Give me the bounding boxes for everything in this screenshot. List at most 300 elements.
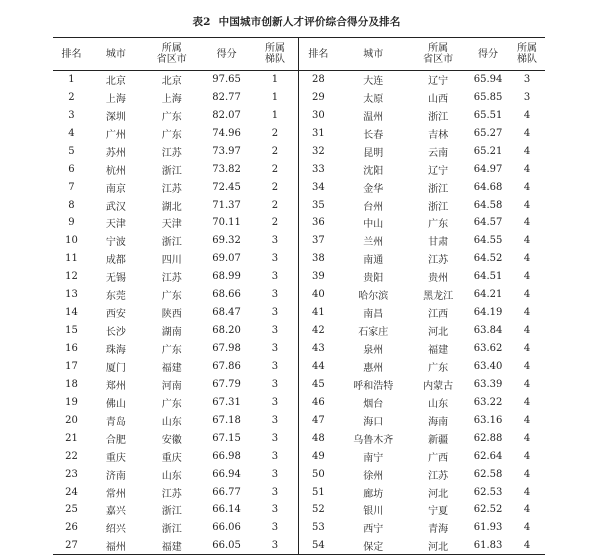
header-city: 城市 <box>337 38 409 71</box>
cell-province: 宁夏 <box>428 506 449 518</box>
cell-tier: 4 <box>523 271 531 283</box>
cell-score: 63.16 <box>473 414 503 426</box>
cell-tier: 1 <box>252 71 299 89</box>
cell-city: 台州 <box>363 201 384 213</box>
cell-score: 97.65 <box>212 74 241 86</box>
cell-rank: 50 <box>311 468 325 480</box>
header-rank: 排名 <box>53 38 90 71</box>
cell-province: 广东 <box>161 291 182 303</box>
cell-city: 杭州 <box>105 165 126 177</box>
cell-province: 四川 <box>161 255 182 267</box>
cell-tier: 2 <box>252 214 299 232</box>
cell-score: 63.62 <box>473 343 503 355</box>
cell-score: 64.97 <box>473 163 503 175</box>
cell-province: 辽宁 <box>428 76 449 88</box>
cell-province: 浙江 <box>161 506 182 518</box>
cell-tier: 4 <box>523 432 531 444</box>
cell-city: 宁波 <box>105 237 126 249</box>
cell-city: 银川 <box>363 506 384 518</box>
table-row <box>53 106 545 124</box>
table-row <box>53 196 545 214</box>
cell-city: 南宁 <box>363 452 384 464</box>
cell-province: 湖北 <box>161 201 182 213</box>
cell-score: 67.31 <box>212 396 241 408</box>
cell-province: 浙江 <box>161 237 182 249</box>
ranking-table <box>53 37 545 555</box>
cell-score: 71.37 <box>212 199 241 211</box>
table-row <box>53 519 545 537</box>
cell-rank: 22 <box>65 450 78 462</box>
cell-province: 广东 <box>161 345 182 357</box>
cell-tier: 4 <box>523 343 531 355</box>
cell-tier: 3 <box>252 340 299 358</box>
cell-province: 江苏 <box>161 488 182 500</box>
cell-province: 广西 <box>428 452 449 464</box>
cell-city: 上海 <box>105 93 126 105</box>
table-row <box>53 429 545 447</box>
cell-score: 68.99 <box>212 271 241 283</box>
cell-city: 兰州 <box>363 237 384 249</box>
cell-score: 61.93 <box>473 522 503 534</box>
cell-rank: 37 <box>311 235 325 247</box>
cell-tier: 4 <box>523 127 531 139</box>
cell-city: 济南 <box>105 470 126 482</box>
cell-province: 江苏 <box>428 255 449 267</box>
cell-city: 嘉兴 <box>105 506 126 518</box>
cell-city: 合肥 <box>105 434 126 446</box>
cell-tier: 3 <box>252 375 299 393</box>
cell-tier: 4 <box>523 325 531 337</box>
cell-rank: 23 <box>65 468 78 480</box>
cell-city: 深圳 <box>105 111 126 123</box>
table-row <box>53 268 545 286</box>
cell-province: 河北 <box>409 537 467 555</box>
table-row <box>53 142 545 160</box>
cell-city: 惠州 <box>363 362 384 374</box>
cell-score: 64.19 <box>473 307 503 319</box>
cell-city: 厦门 <box>105 362 126 374</box>
cell-tier: 2 <box>252 160 299 178</box>
cell-rank: 18 <box>65 378 78 390</box>
table-row <box>53 465 545 483</box>
cell-province: 河北 <box>428 327 449 339</box>
cell-tier: 3 <box>252 483 299 501</box>
table-row <box>53 286 545 304</box>
cell-city: 贵阳 <box>363 273 384 285</box>
cell-rank: 26 <box>65 522 78 534</box>
cell-city: 大连 <box>363 76 384 88</box>
cell-province: 甘肃 <box>428 237 449 249</box>
cell-city: 福州 <box>90 537 142 555</box>
cell-rank: 36 <box>311 217 325 229</box>
cell-province: 云南 <box>428 147 449 159</box>
cell-tier: 4 <box>523 468 531 480</box>
cell-rank: 4 <box>68 127 75 139</box>
cell-score: 67.15 <box>212 432 241 444</box>
cell-score: 64.52 <box>473 253 503 265</box>
cell-score: 64.21 <box>473 289 503 301</box>
cell-tier: 2 <box>252 196 299 214</box>
cell-city: 昆明 <box>363 147 384 159</box>
cell-tier: 3 <box>252 411 299 429</box>
cell-city: 西安 <box>105 309 126 321</box>
table-row <box>53 393 545 411</box>
cell-province: 北京 <box>161 76 182 88</box>
cell-city: 成都 <box>105 255 126 267</box>
cell-province: 天津 <box>161 219 182 231</box>
cell-city: 青岛 <box>105 416 126 428</box>
cell-rank: 16 <box>65 343 78 355</box>
cell-rank: 19 <box>65 396 78 408</box>
cell-rank: 5 <box>68 145 75 157</box>
header-tier: 所属 梯队 <box>509 38 545 71</box>
cell-province: 浙江 <box>428 183 449 195</box>
cell-rank: 1 <box>68 74 75 86</box>
cell-city: 南通 <box>363 255 384 267</box>
cell-province: 福建 <box>428 345 449 357</box>
cell-tier: 4 <box>523 504 531 516</box>
cell-tier: 4 <box>523 109 531 121</box>
cell-rank: 7 <box>68 181 75 193</box>
cell-rank: 32 <box>311 145 325 157</box>
header-score: 得分 <box>202 38 252 71</box>
cell-tier: 3 <box>252 501 299 519</box>
cell-score: 73.97 <box>212 145 241 157</box>
cell-province: 山东 <box>161 470 182 482</box>
cell-rank: 52 <box>311 504 325 516</box>
cell-province: 河南 <box>161 380 182 392</box>
cell-rank: 49 <box>311 450 325 462</box>
cell-province: 山东 <box>428 398 449 410</box>
cell-province: 上海 <box>161 93 182 105</box>
header-score: 得分 <box>467 38 509 71</box>
cell-city: 廊坊 <box>363 488 384 500</box>
cell-province: 黑龙江 <box>423 291 454 303</box>
header-city: 城市 <box>90 38 142 71</box>
cell-tier: 1 <box>252 106 299 124</box>
table-number: 表2 <box>192 16 211 28</box>
cell-tier: 4 <box>523 414 531 426</box>
cell-rank: 8 <box>68 199 75 211</box>
cell-score: 64.58 <box>473 199 503 211</box>
table-row <box>53 501 545 519</box>
header-province: 所属 省区市 <box>142 38 202 71</box>
cell-province: 湖南 <box>161 327 182 339</box>
cell-rank: 13 <box>65 289 78 301</box>
cell-city: 武汉 <box>105 201 126 213</box>
cell-score: 69.32 <box>212 235 241 247</box>
cell-tier: 1 <box>252 88 299 106</box>
cell-score: 66.05 <box>202 537 252 555</box>
cell-score: 62.58 <box>473 468 503 480</box>
cell-tier: 3 <box>252 447 299 465</box>
cell-city: 金华 <box>363 183 384 195</box>
cell-city: 无锡 <box>105 273 126 285</box>
cell-city: 乌鲁木齐 <box>353 434 394 446</box>
cell-score: 62.64 <box>473 450 503 462</box>
cell-tier: 4 <box>523 289 531 301</box>
header-rank: 排名 <box>299 38 337 71</box>
cell-rank: 21 <box>65 432 78 444</box>
cell-score: 66.14 <box>212 504 241 516</box>
table-row <box>53 71 545 89</box>
cell-city: 佛山 <box>105 398 126 410</box>
cell-province: 广东 <box>161 129 182 141</box>
cell-score: 64.68 <box>473 181 503 193</box>
table-row <box>53 250 545 268</box>
cell-province: 陕西 <box>161 309 182 321</box>
cell-score: 66.77 <box>212 486 241 498</box>
table-row <box>53 124 545 142</box>
cell-tier: 2 <box>252 124 299 142</box>
cell-score: 64.57 <box>473 217 503 229</box>
cell-score: 66.06 <box>212 522 241 534</box>
cell-tier: 3 <box>252 519 299 537</box>
cell-province: 福建 <box>142 537 202 555</box>
cell-city: 徐州 <box>363 470 384 482</box>
cell-rank: 2 <box>68 91 75 103</box>
cell-city: 石家庄 <box>358 327 389 339</box>
table-header <box>53 38 545 71</box>
table-row <box>53 358 545 376</box>
cell-province: 辽宁 <box>428 165 449 177</box>
cell-score: 82.07 <box>212 109 241 121</box>
cell-tier: 4 <box>523 181 531 193</box>
cell-province: 吉林 <box>428 129 449 141</box>
table-row <box>53 322 545 340</box>
cell-city: 南昌 <box>363 309 384 321</box>
cell-score: 73.82 <box>212 163 241 175</box>
cell-rank: 41 <box>311 307 325 319</box>
cell-rank: 10 <box>65 235 78 247</box>
cell-rank: 51 <box>311 486 325 498</box>
cell-province: 海南 <box>428 416 449 428</box>
table-body <box>53 71 545 555</box>
cell-city: 沈阳 <box>363 165 384 177</box>
cell-score: 63.22 <box>473 396 503 408</box>
cell-rank: 42 <box>311 325 325 337</box>
cell-score: 64.51 <box>473 271 503 283</box>
cell-tier: 3 <box>252 322 299 340</box>
table-row <box>53 88 545 106</box>
cell-province: 河北 <box>428 488 449 500</box>
cell-score: 68.47 <box>212 307 241 319</box>
cell-tier: 4 <box>523 486 531 498</box>
cell-score: 62.53 <box>473 486 503 498</box>
cell-score: 67.18 <box>212 414 241 426</box>
cell-score: 63.39 <box>473 378 503 390</box>
cell-city: 呼和浩特 <box>353 380 394 392</box>
cell-tier: 4 <box>523 522 531 534</box>
cell-rank: 27 <box>53 537 90 555</box>
cell-tier: 2 <box>252 178 299 196</box>
cell-rank: 29 <box>311 91 325 103</box>
cell-tier: 4 <box>523 253 531 265</box>
cell-province: 新疆 <box>428 434 449 446</box>
cell-rank: 47 <box>311 414 325 426</box>
cell-province: 山东 <box>161 416 182 428</box>
cell-province: 浙江 <box>428 111 449 123</box>
cell-city: 苏州 <box>105 147 126 159</box>
cell-tier: 2 <box>252 142 299 160</box>
cell-tier: 4 <box>523 307 531 319</box>
cell-score: 64.55 <box>473 235 503 247</box>
cell-score: 68.20 <box>212 325 241 337</box>
cell-province: 江苏 <box>161 147 182 159</box>
cell-city: 珠海 <box>105 345 126 357</box>
cell-province: 浙江 <box>161 524 182 536</box>
cell-score: 65.27 <box>473 127 503 139</box>
cell-score: 72.45 <box>212 181 241 193</box>
cell-rank: 44 <box>311 360 325 372</box>
header-tier: 所属 梯队 <box>252 38 299 71</box>
cell-tier: 4 <box>523 396 531 408</box>
cell-city: 哈尔滨 <box>358 291 389 303</box>
cell-province: 江苏 <box>161 273 182 285</box>
table-row <box>53 447 545 465</box>
cell-tier: 3 <box>252 250 299 268</box>
cell-score: 66.98 <box>212 450 241 462</box>
cell-rank: 38 <box>311 253 325 265</box>
header-row <box>53 38 545 71</box>
cell-province: 贵州 <box>428 273 449 285</box>
cell-rank: 24 <box>65 486 78 498</box>
cell-score: 82.77 <box>212 91 241 103</box>
cell-city: 海口 <box>363 416 384 428</box>
cell-province: 浙江 <box>428 201 449 213</box>
cell-score: 65.94 <box>473 74 503 86</box>
cell-rank: 45 <box>311 378 325 390</box>
table-row <box>53 160 545 178</box>
cell-city: 太原 <box>363 93 384 105</box>
cell-province: 浙江 <box>161 165 182 177</box>
cell-rank: 35 <box>311 199 325 211</box>
cell-score: 65.85 <box>473 91 503 103</box>
cell-city: 广州 <box>105 129 126 141</box>
table-row <box>53 375 545 393</box>
cell-rank: 46 <box>311 396 325 408</box>
cell-city: 长春 <box>363 129 384 141</box>
cell-rank: 53 <box>311 522 325 534</box>
cell-score: 69.07 <box>212 253 241 265</box>
cell-rank: 9 <box>68 217 75 229</box>
cell-score: 62.88 <box>473 432 503 444</box>
cell-rank: 25 <box>65 504 78 516</box>
cell-score: 66.94 <box>212 468 241 480</box>
cell-rank: 34 <box>311 181 325 193</box>
cell-city: 保定 <box>337 537 409 555</box>
cell-province: 福建 <box>161 362 182 374</box>
cell-province: 广东 <box>428 219 449 231</box>
cell-city: 泉州 <box>363 345 384 357</box>
cell-tier: 3 <box>252 232 299 250</box>
cell-city: 温州 <box>363 111 384 123</box>
cell-province: 江苏 <box>428 470 449 482</box>
cell-tier: 3 <box>252 358 299 376</box>
cell-tier: 3 <box>252 465 299 483</box>
table-row <box>53 483 545 501</box>
cell-province: 广东 <box>161 111 182 123</box>
cell-rank: 39 <box>311 271 325 283</box>
cell-tier: 4 <box>523 145 531 157</box>
cell-tier: 3 <box>252 537 299 555</box>
cell-rank: 6 <box>68 163 75 175</box>
cell-score: 63.40 <box>473 360 503 372</box>
cell-province: 重庆 <box>161 452 182 464</box>
header-province: 所属 省区市 <box>409 38 467 71</box>
cell-rank: 31 <box>311 127 325 139</box>
cell-rank: 33 <box>311 163 325 175</box>
cell-province: 山西 <box>428 93 449 105</box>
cell-rank: 15 <box>65 325 78 337</box>
cell-rank: 17 <box>65 360 78 372</box>
cell-score: 62.52 <box>473 504 503 516</box>
cell-city: 烟台 <box>363 398 384 410</box>
cell-tier: 4 <box>523 217 531 229</box>
table-title: 中国城市创新人才评价综合得分及排名 <box>218 16 401 28</box>
cell-province: 青海 <box>428 524 449 536</box>
cell-rank: 28 <box>311 74 325 86</box>
cell-rank: 20 <box>65 414 78 426</box>
cell-tier: 4 <box>509 537 545 555</box>
cell-city: 南京 <box>105 183 126 195</box>
cell-rank: 3 <box>68 109 75 121</box>
cell-tier: 3 <box>523 74 531 86</box>
cell-score: 67.86 <box>212 360 241 372</box>
cell-city: 天津 <box>105 219 126 231</box>
cell-score: 70.11 <box>212 217 241 229</box>
cell-tier: 3 <box>252 304 299 322</box>
cell-city: 重庆 <box>105 452 126 464</box>
table-row <box>53 537 545 555</box>
cell-tier: 3 <box>252 286 299 304</box>
table-row <box>53 214 545 232</box>
cell-province: 内蒙古 <box>423 380 454 392</box>
cell-province: 江西 <box>428 309 449 321</box>
cell-city: 绍兴 <box>105 524 126 536</box>
cell-rank: 43 <box>311 343 325 355</box>
cell-city: 东莞 <box>105 291 126 303</box>
cell-rank: 14 <box>65 307 78 319</box>
cell-city: 常州 <box>105 488 126 500</box>
table-row <box>53 304 545 322</box>
cell-tier: 3 <box>252 268 299 286</box>
cell-rank: 11 <box>65 253 78 265</box>
table-caption <box>0 14 593 29</box>
table-row <box>53 232 545 250</box>
cell-tier: 4 <box>523 235 531 247</box>
table-row <box>53 340 545 358</box>
cell-score: 68.66 <box>212 289 241 301</box>
cell-tier: 4 <box>523 378 531 390</box>
cell-score: 63.84 <box>473 325 503 337</box>
cell-rank: 30 <box>311 109 325 121</box>
cell-tier: 3 <box>252 429 299 447</box>
cell-rank: 40 <box>311 289 325 301</box>
cell-tier: 3 <box>523 91 531 103</box>
cell-province: 广东 <box>428 362 449 374</box>
cell-province: 江苏 <box>161 183 182 195</box>
cell-score: 61.83 <box>467 537 509 555</box>
cell-city: 北京 <box>105 76 126 88</box>
cell-province: 安徽 <box>161 434 182 446</box>
cell-tier: 4 <box>523 163 531 175</box>
table-row <box>53 178 545 196</box>
cell-tier: 4 <box>523 450 531 462</box>
cell-tier: 3 <box>252 393 299 411</box>
cell-city: 郑州 <box>105 380 126 392</box>
cell-rank: 48 <box>311 432 325 444</box>
